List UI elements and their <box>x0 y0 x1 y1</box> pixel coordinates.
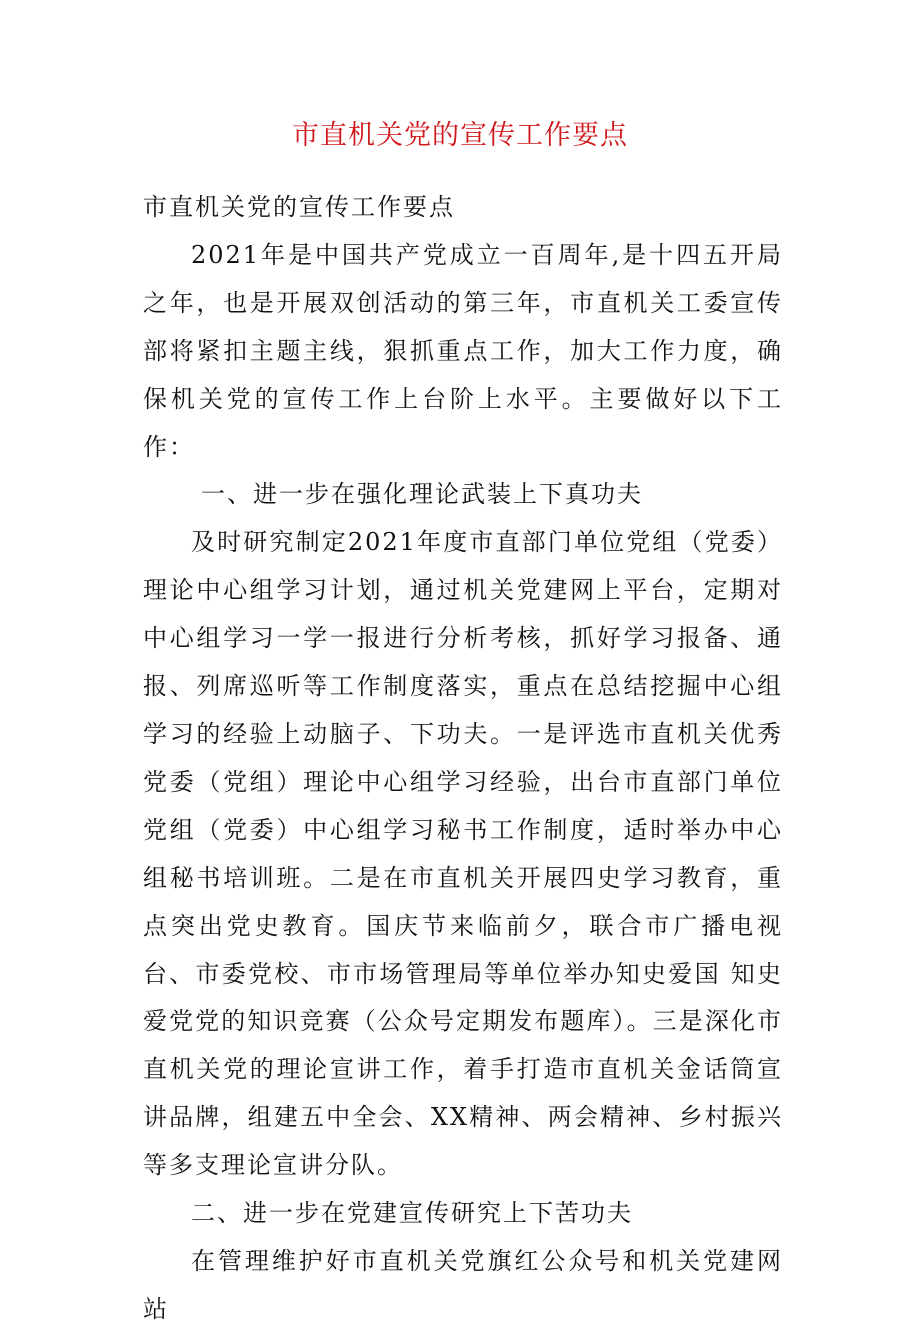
document-title: 市直机关党的宣传工作要点 <box>292 120 628 151</box>
document-subtitle: 市直机关党的宣传工作要点 <box>143 193 455 221</box>
document-body <box>143 184 783 1334</box>
section-heading-2: 二、进一步在党建宣传研究上下苦功夫 <box>191 1199 633 1228</box>
paragraph-section-1: 及时研究制定2021年度市直部门单位党组（党委）理论中心组学习计划，通过机关党建网上平台，定期对中心组学习一学一报进行分析考核，抓好学习报备、通报、列席巡听等工作制度落实，重点在总结挖掘中心组学习的经验上动脑子、下功夫。一是评选市直机关优秀党委（党组）理论中心组学习经验，出台市直部门单位党组（党委）中心组学习秘书工作制度，适时举办中心组秘书培训班。二是在市直机关开展四史学习教育，重点突出党史教育。国庆节来临前夕，联合市广播电视台、市委党校、市市场管理局等单位举办知史爱国 知史爱党党的知识竞赛（公众号定期发布题库）。三是深化市直机关党的理论宣讲工作，着手打造市直机关金话筒宣讲品牌，组建五中全会、XX精神、两会精神、乡村振兴等多支理论宣讲分队。 <box>143 528 783 1180</box>
paragraph-section-2: 在管理维护好市直机关党旗红公众号和机关党建网站 <box>143 1246 783 1323</box>
section-heading-1: 一、进一步在强化理论武装上下真功夫 <box>201 480 643 509</box>
paragraph-intro: 2021年是中国共产党成立一百周年,是十四五开局之年，也是开展双创活动的第三年，市直机关工委宣传部将紧扣主题主线，狠抓重点工作，加大工作力度，确保机关党的宣传工作上台阶上水平。主要做好以下工作： <box>143 240 783 461</box>
